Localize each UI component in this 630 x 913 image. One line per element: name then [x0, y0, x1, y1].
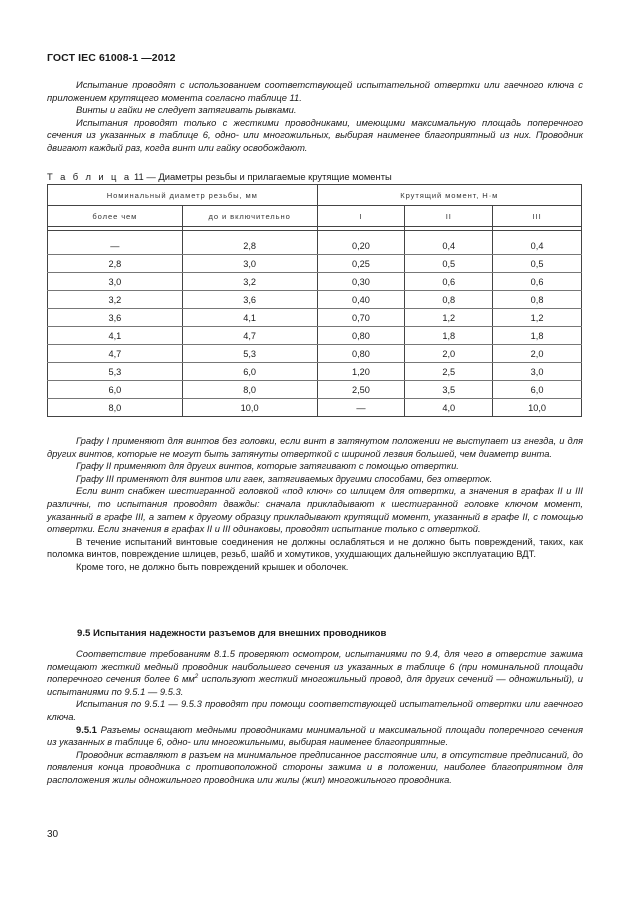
subsection-number: 9.5.1	[76, 723, 97, 735]
cell-up-to: 3,0	[182, 255, 317, 273]
header-thread-diameter: Номинальный диаметр резьбы, мм	[48, 185, 318, 206]
cell-more-than: 4,7	[48, 345, 183, 363]
cell-torque-iii: 0,6	[493, 273, 582, 291]
header-more-than: более чем	[48, 206, 183, 227]
table-notes	[47, 435, 583, 574]
cell-torque-ii: 2,5	[405, 363, 493, 381]
cell-torque-ii: 0,4	[405, 237, 493, 255]
cell-torque-iii: 1,8	[493, 327, 582, 345]
cell-torque-i: 1,20	[317, 363, 405, 381]
torque-table	[47, 184, 582, 417]
header-torque: Крутящий момент, Н·м	[317, 185, 581, 206]
table-caption-text: 11 — Диаметры резьбы и прилагаемые крутящие моменты	[131, 171, 392, 182]
cell-more-than: —	[48, 237, 183, 255]
table-caption-prefix: Т а б л и ц а	[47, 171, 132, 182]
cell-torque-iii: 0,5	[493, 255, 582, 273]
cell-up-to: 6,0	[182, 363, 317, 381]
table-row	[48, 255, 582, 273]
cell-up-to: 10,0	[182, 399, 317, 417]
standard-header: ГОСТ IEC 61008-1 —2012	[47, 52, 176, 64]
cell-torque-ii: 1,8	[405, 327, 493, 345]
cell-torque-iii: 2,0	[493, 345, 582, 363]
header-col-i: I	[317, 206, 405, 227]
table-row	[48, 327, 582, 345]
cell-more-than: 4,1	[48, 327, 183, 345]
table-row	[48, 291, 582, 309]
cell-more-than: 3,0	[48, 273, 183, 291]
cell-torque-ii: 4,0	[405, 399, 493, 417]
cell-up-to: 4,7	[182, 327, 317, 345]
cell-torque-iii: 0,4	[493, 237, 582, 255]
table-row	[48, 363, 582, 381]
intro-paragraph: Испытания проводят только с жесткими проводниками, имеющими максимальную площадь поперечного сечения из указанных в таблице 6, одно- или многожильных, выбирая наименее благоприятный из них. Проводник двигают каждый раз, когда винт или гайку освобождают.	[47, 116, 583, 153]
cell-more-than: 3,2	[48, 291, 183, 309]
cell-torque-i: 0,25	[317, 255, 405, 273]
cell-torque-iii: 3,0	[493, 363, 582, 381]
cell-torque-i: —	[317, 399, 405, 417]
intro-paragraph: Испытание проводят с использованием соответствующей испытательной отвертки или гаечного ключа с приложением крутящего момента согласно таблице 11.	[47, 79, 583, 103]
intro-paragraph: Винты и гайки не следует затягивать рывками.	[76, 104, 297, 116]
cell-up-to: 3,2	[182, 273, 317, 291]
cell-torque-i: 0,80	[317, 327, 405, 345]
cell-torque-ii: 1,2	[405, 309, 493, 327]
section-paragraph: Испытания по 9.5.1 — 9.5.3 проводят при помощи соответствующей испытательной отвертки или гаечного ключа.	[47, 698, 583, 722]
section-title: 9.5 Испытания надежности разъемов для внешних проводников	[77, 628, 387, 639]
cell-more-than: 6,0	[48, 381, 183, 399]
table-row	[48, 309, 582, 327]
table-row	[48, 237, 582, 255]
intro-text	[47, 79, 583, 155]
cell-torque-i: 2,50	[317, 381, 405, 399]
cell-up-to: 2,8	[182, 237, 317, 255]
table-row	[48, 399, 582, 417]
section-paragraph: Проводник вставляют в разъем на минимальное предписанное расстояние или, в отсутствие предписаний, до появления конца проводника с противоположной стороны зажима и в положении, наиболее благоприятном для расположения жилы одножильного проводника или жилы (жил) многожильного проводника.	[47, 748, 583, 785]
cell-more-than: 2,8	[48, 255, 183, 273]
cell-torque-i: 0,40	[317, 291, 405, 309]
subsection-text: Разъемы оснащают медными проводниками минимальной и максимальной площади поперечного сечения из указанных в таблице 6, одно- или многожильными, выбирая наименее благоприятные.	[47, 723, 583, 748]
cell-up-to: 4,1	[182, 309, 317, 327]
body-paragraph: В течение испытаний винтовые соединения не должны ослабляться и не должно быть повреждений, таких, как поломка винтов, повреждение шлицев, резьб, шайб и хомутиков, ухудшающих дальнейшую эксплуатацию ВДТ.	[47, 535, 583, 560]
section-paragraph-text: Соответствие требованиям 8.1.5 проверяют осмотром, испытаниями по 9.4, для чего в отверстие зажима помещают жесткий медный проводник наибольшего сечения из указанных в таблице 6 (при номинальной площади поперечного сечения более 6 мм	[47, 648, 583, 685]
cell-torque-ii: 2,0	[405, 345, 493, 363]
cell-torque-i: 0,70	[317, 309, 405, 327]
table-row	[48, 381, 582, 399]
cell-up-to: 5,3	[182, 345, 317, 363]
section-paragraph	[47, 724, 583, 749]
cell-torque-iii: 0,8	[493, 291, 582, 309]
cell-more-than: 8,0	[48, 399, 183, 417]
note-paragraph: Если винт снабжен шестигранной головкой «под ключ» со шлицем для отвертки, а значения в графах II и III различны, то испытания проводят дважды: сначала прикладывают к шестигранной головке ключом момент, указанный в графе III, а затем к другому образцу прикладывают крутящий момент, указанный в графе II, с помощью отвертки. Если значения в графах II и III одинаковы, проводят испытание только с отверткой.	[47, 485, 583, 535]
cell-torque-ii: 3,5	[405, 381, 493, 399]
table-row	[48, 345, 582, 363]
cell-torque-ii: 0,5	[405, 255, 493, 273]
cell-torque-i: 0,20	[317, 237, 405, 255]
cell-more-than: 3,6	[48, 309, 183, 327]
note-paragraph: Графу II применяют для других винтов, которые затягивают с помощью отвертки.	[76, 460, 459, 472]
cell-torque-iii: 6,0	[493, 381, 582, 399]
cell-torque-ii: 0,6	[405, 273, 493, 291]
cell-torque-i: 0,30	[317, 273, 405, 291]
header-up-to: до и включительно	[182, 206, 317, 227]
cell-up-to: 3,6	[182, 291, 317, 309]
cell-more-than: 5,3	[48, 363, 183, 381]
section-paragraph	[47, 648, 583, 698]
cell-torque-iii: 10,0	[493, 399, 582, 417]
note-paragraph: Графу III применяют для винтов или гаек, затягиваемых другими способами, без отверток.	[76, 472, 493, 484]
cell-torque-ii: 0,8	[405, 291, 493, 309]
page-number: 30	[47, 829, 59, 840]
cell-torque-iii: 1,2	[493, 309, 582, 327]
section-text	[47, 648, 583, 787]
header-col-iii: III	[493, 206, 582, 227]
table-caption	[47, 171, 392, 182]
body-paragraph: Кроме того, не должно быть повреждений крышек и оболочек.	[76, 560, 349, 572]
superscript: 2	[194, 674, 199, 681]
note-paragraph: Графу I применяют для винтов без головки, если винт в затянутом положении не выступает из гнезда, и для других винтов, которые не могут быть затянуты отверткой с шириной лезвия большей, чем диаметр винта.	[47, 435, 583, 459]
cell-up-to: 8,0	[182, 381, 317, 399]
header-col-ii: II	[405, 206, 493, 227]
section-paragraph-text: используют жесткий многожильный провод, для других сечений — одножильный), и испытаниями по 9.5.1 — 9.5.3.	[47, 673, 583, 697]
table-row	[48, 273, 582, 291]
cell-torque-i: 0,80	[317, 345, 405, 363]
